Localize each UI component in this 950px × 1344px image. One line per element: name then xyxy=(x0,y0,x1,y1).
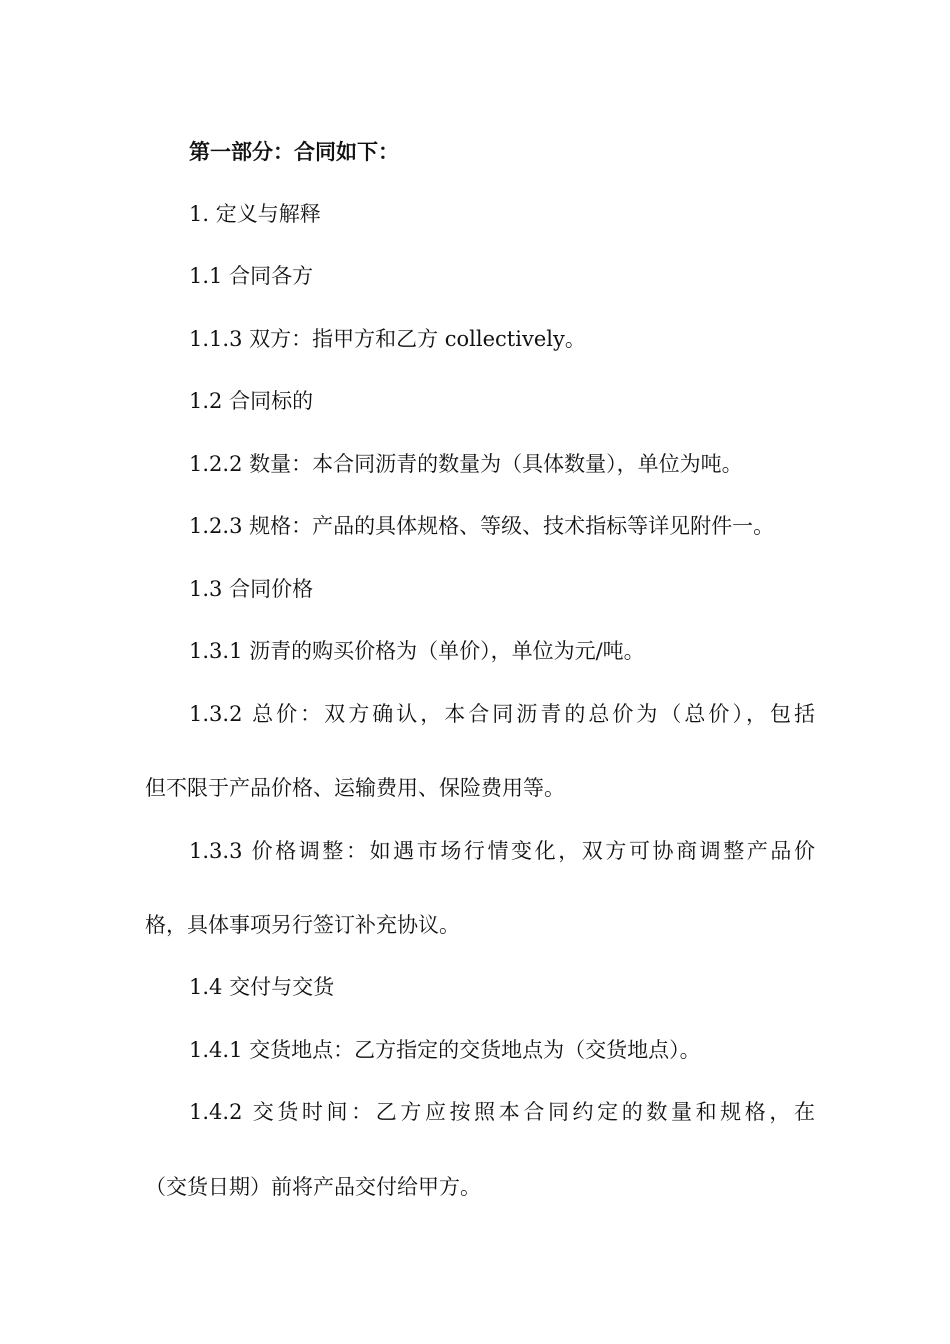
clause-1-2-3: 1.2.3 规格：产品的具体规格、等级、技术指标等详见附件一。 xyxy=(189,514,775,538)
clause-1-1: 1.1 合同各方 xyxy=(189,264,314,288)
clause-1-4-1: 1.4.1 交货地点：乙方指定的交货地点为（交货地点）。 xyxy=(189,1038,701,1062)
clause-1-1-3: 1.1.3 双方：指甲方和乙方 collectively。 xyxy=(189,327,586,351)
clause-1: 1. 定义与解释 xyxy=(189,202,321,226)
clause-1-4-2-line-1: 1.4.2 交货时间：乙方应按照本合同约定的数量和规格，在 xyxy=(189,1100,815,1124)
section-heading: 第一部分：合同如下： xyxy=(189,140,399,164)
clause-1-3-2-line-1: 1.3.2 总价：双方确认，本合同沥青的总价为（总价），包括 xyxy=(189,702,815,726)
clause-1-3-2-line-2: 但不限于产品价格、运输费用、保险费用等。 xyxy=(145,776,565,800)
clause-1-2-2: 1.2.2 数量：本合同沥青的数量为（具体数量），单位为吨。 xyxy=(189,452,743,476)
clause-1-4-2-line-2: （交货日期）前将产品交付给甲方。 xyxy=(145,1175,481,1199)
clause-1-2: 1.2 合同标的 xyxy=(189,389,314,413)
clause-1-3-3-line-1: 1.3.3 价格调整：如遇市场行情变化，双方可协商调整产品价 xyxy=(189,839,815,863)
clause-1-3-1: 1.3.1 沥青的购买价格为（单价），单位为元/吨。 xyxy=(189,639,645,663)
clause-1-4: 1.4 交付与交货 xyxy=(189,975,335,999)
clause-1-3-3-line-2: 格，具体事项另行签订补充协议。 xyxy=(145,913,460,937)
clause-1-3: 1.3 合同价格 xyxy=(189,577,314,601)
